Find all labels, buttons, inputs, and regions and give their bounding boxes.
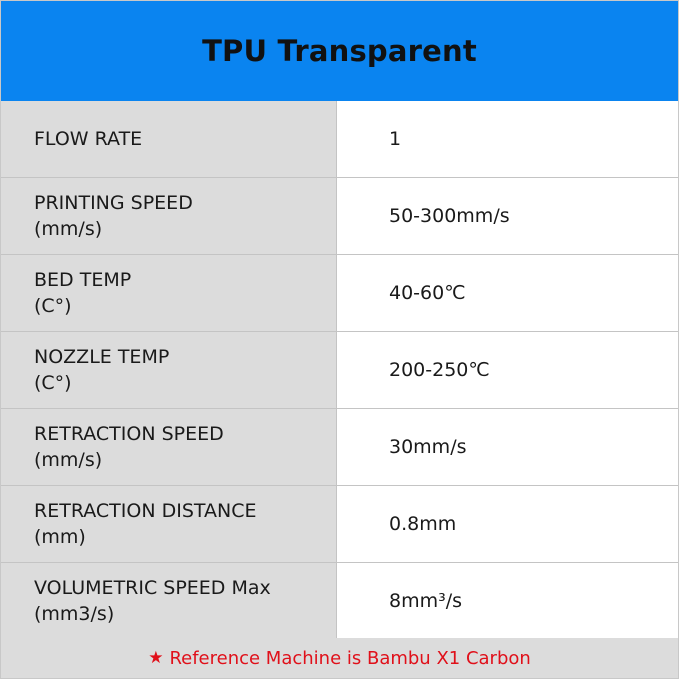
star-icon: ★ [148, 648, 164, 668]
header-bar [1, 1, 678, 101]
row-value: 30mm/s [389, 436, 467, 458]
value-cell [337, 486, 678, 562]
row-value: 0.8mm [389, 513, 457, 535]
table-row-retraction-speed [1, 409, 678, 486]
spec-table [1, 101, 678, 640]
value-cell [337, 332, 678, 408]
row-label: PRINTING SPEED (mm/s) [34, 192, 193, 240]
row-label: VOLUMETRIC SPEED Max (mm3/s) [34, 577, 271, 625]
table-row-flow-rate [1, 101, 678, 178]
row-label: RETRACTION DISTANCE (mm) [34, 500, 257, 548]
table-row-bed-temp [1, 255, 678, 332]
row-value: 8mm³/s [389, 590, 463, 612]
row-value: 40-60℃ [389, 282, 466, 304]
row-value: 50-300mm/s [389, 205, 510, 227]
footer-note [1, 638, 678, 678]
table-row-nozzle-temp [1, 332, 678, 409]
table-row-volumetric-speed [1, 563, 678, 640]
row-label: BED TEMP (C°) [34, 269, 132, 317]
table-row-printing-speed [1, 178, 678, 255]
label-cell [1, 255, 337, 331]
label-cell [1, 409, 337, 485]
label-cell [1, 101, 337, 177]
row-label: FLOW RATE [34, 128, 143, 150]
label-cell [1, 332, 337, 408]
page-title: TPU Transparent [202, 34, 477, 68]
label-cell [1, 178, 337, 254]
label-cell [1, 563, 337, 639]
value-cell [337, 563, 678, 639]
value-cell [337, 255, 678, 331]
row-value: 200-250℃ [389, 359, 490, 381]
table-row-retraction-distance [1, 486, 678, 563]
value-cell [337, 178, 678, 254]
value-cell [337, 101, 678, 177]
reference-machine-note: Reference Machine is Bambu X1 Carbon [169, 647, 531, 669]
value-cell [337, 409, 678, 485]
label-cell [1, 486, 337, 562]
row-label: RETRACTION SPEED (mm/s) [34, 423, 224, 471]
row-label: NOZZLE TEMP (C°) [34, 346, 170, 394]
row-value: 1 [389, 128, 402, 150]
